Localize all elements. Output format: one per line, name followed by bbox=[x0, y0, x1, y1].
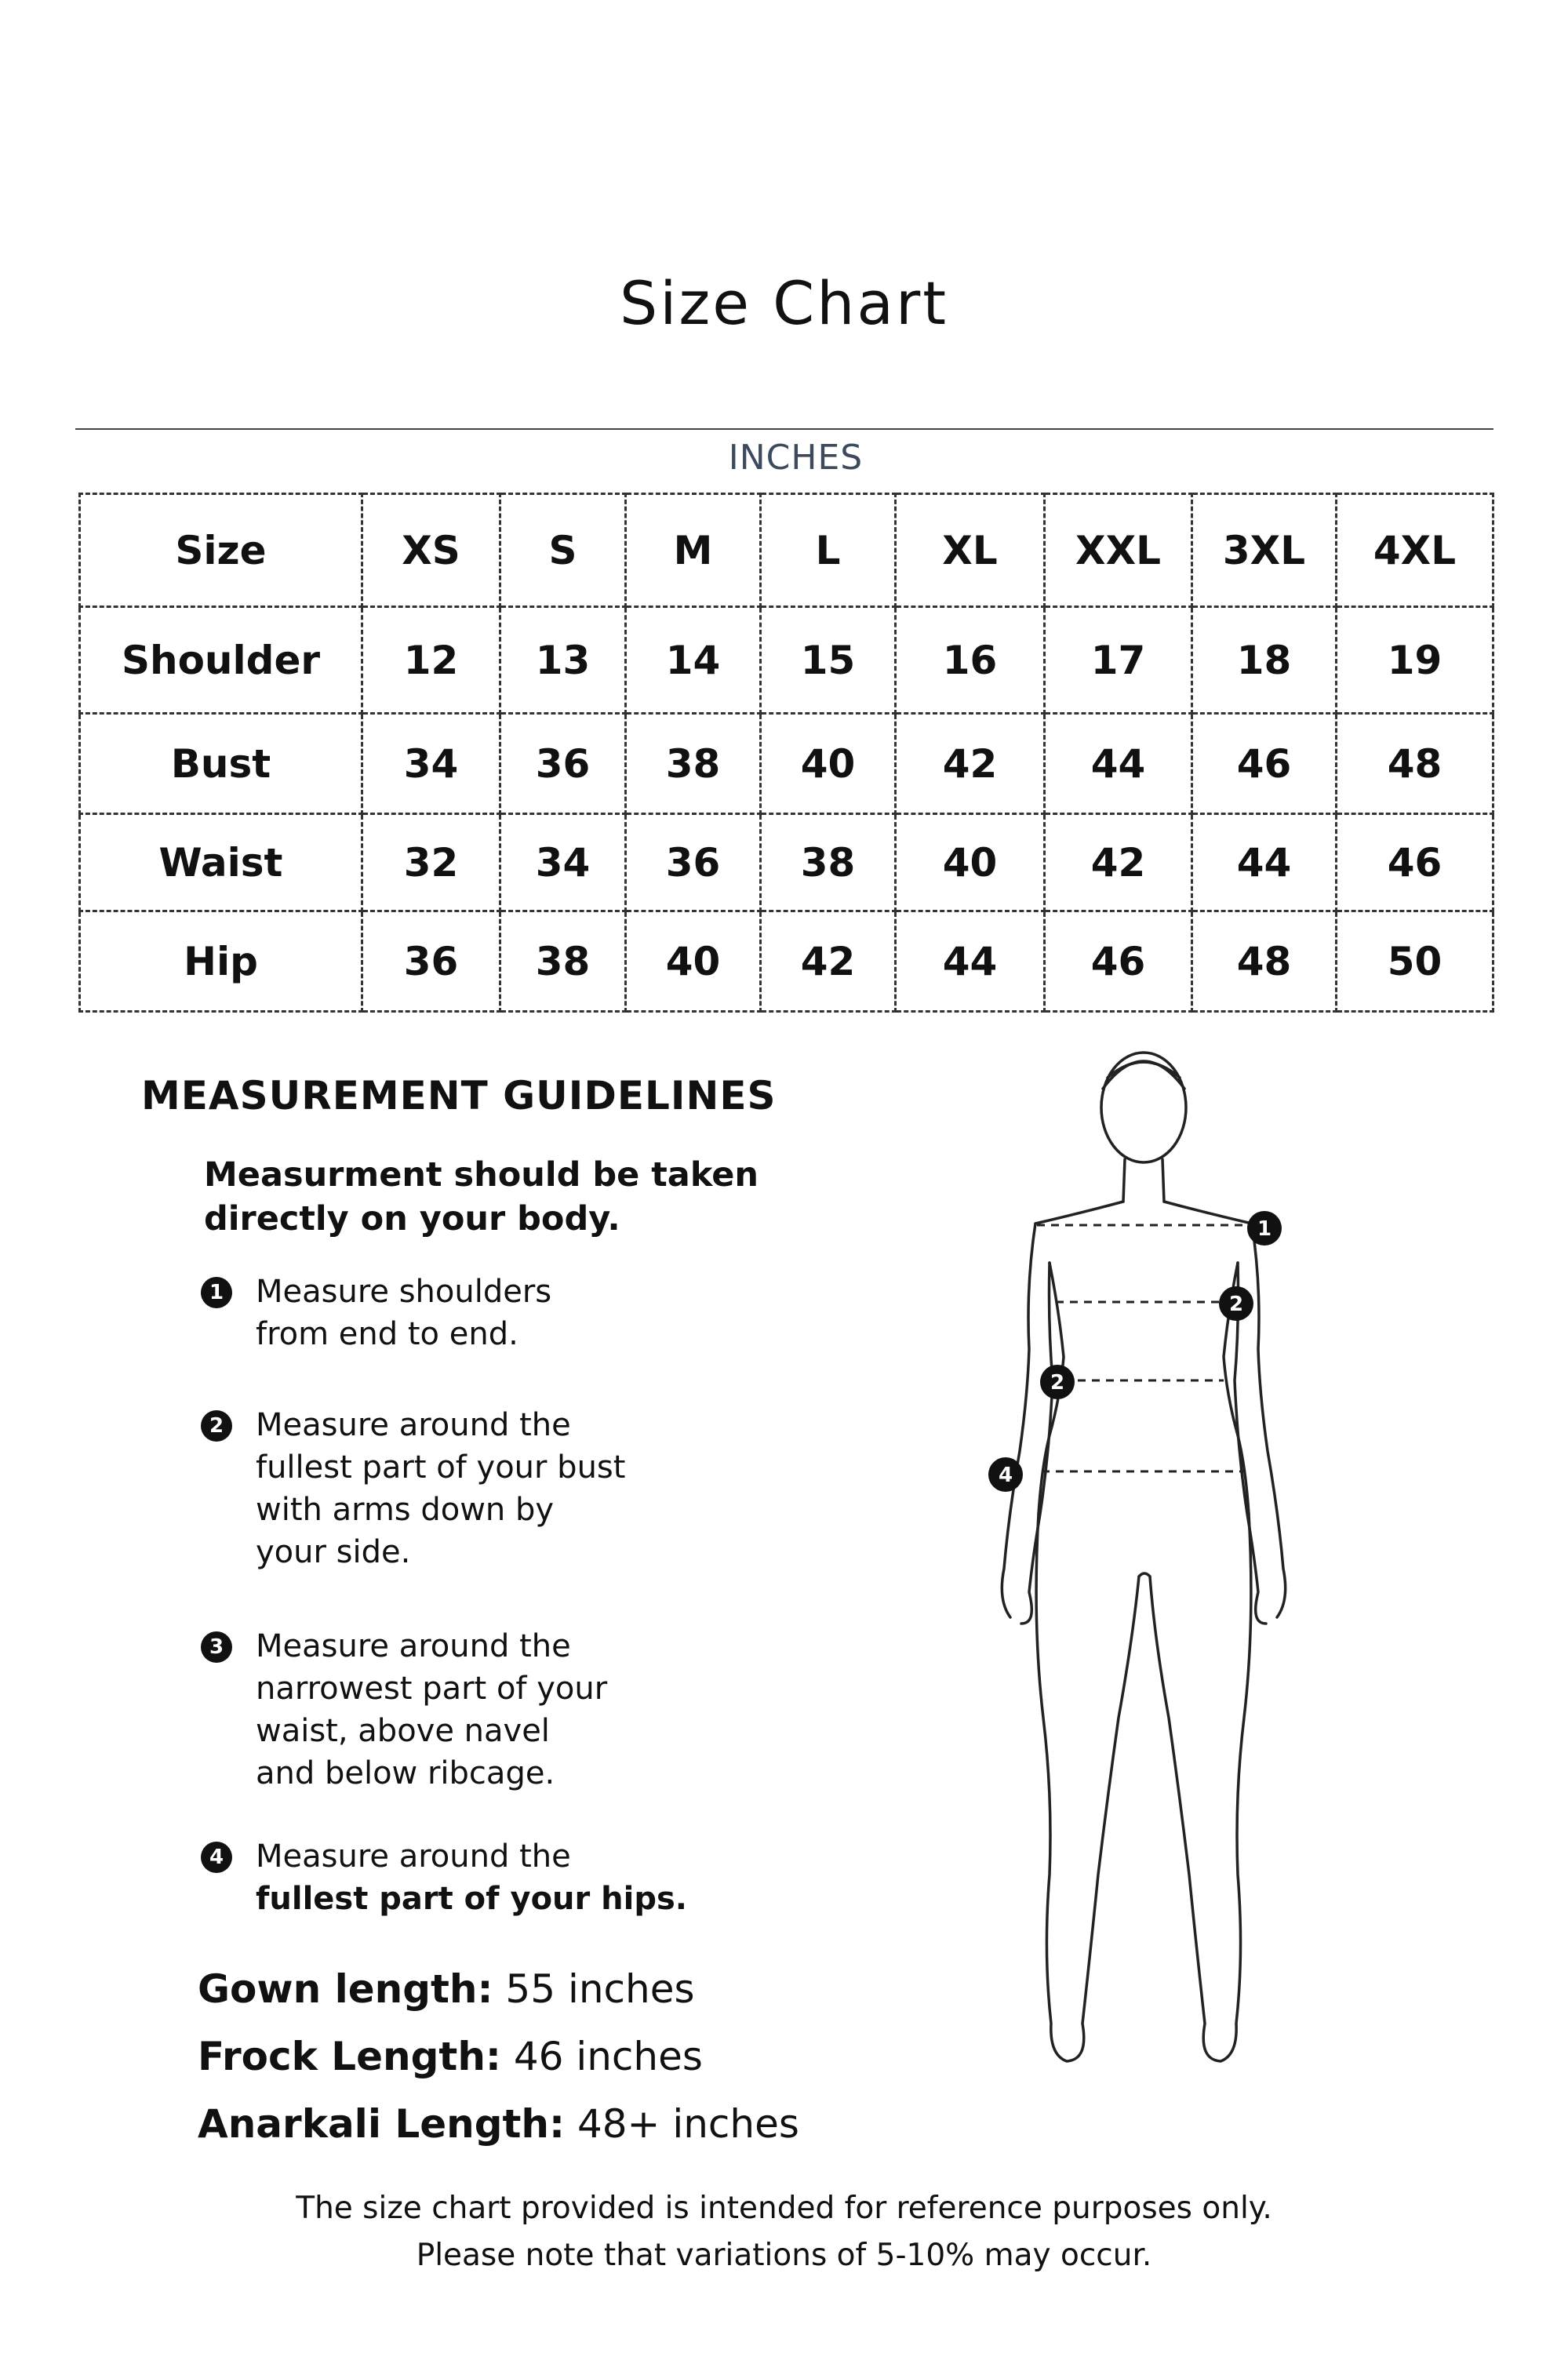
header-cell-size: Size bbox=[80, 494, 362, 607]
table-cell: 44 bbox=[1192, 814, 1337, 911]
table-cell: 18 bbox=[1192, 607, 1337, 714]
table-cell: 13 bbox=[500, 607, 626, 714]
marker-label: 2 bbox=[1050, 1371, 1065, 1395]
row-label: Hip bbox=[80, 911, 362, 1012]
table-cell: 34 bbox=[500, 814, 626, 911]
table-cell: 48 bbox=[1337, 714, 1493, 814]
divider bbox=[75, 428, 1493, 430]
table-cell: 48 bbox=[1192, 911, 1337, 1012]
step-line: waist, above navel bbox=[256, 1713, 550, 1749]
size-table bbox=[78, 493, 1494, 1013]
step-line: fullest part of your hips. bbox=[256, 1881, 687, 1917]
length-label: Frock Length: bbox=[198, 2034, 501, 2079]
step-number-icon: 3 bbox=[201, 1631, 232, 1663]
step-line: fullest part of your bust bbox=[256, 1449, 626, 1486]
header-cell: S bbox=[500, 494, 626, 607]
row-label: Waist bbox=[80, 814, 362, 911]
marker-label: 2 bbox=[1228, 1293, 1244, 1316]
step-line: from end to end. bbox=[256, 1316, 518, 1352]
table-cell: 38 bbox=[626, 714, 761, 814]
body-figure-illustration bbox=[965, 1027, 1294, 2086]
step-number-icon: 1 bbox=[201, 1277, 232, 1308]
step-line: Measure shoulders bbox=[256, 1274, 552, 1310]
step-line: Measure around the bbox=[256, 1838, 571, 1875]
header-cell: 4XL bbox=[1337, 494, 1493, 607]
table-row-shoulder bbox=[80, 607, 1493, 714]
table-cell: 40 bbox=[626, 911, 761, 1012]
marker-1 bbox=[1247, 1211, 1282, 1246]
table-cell: 32 bbox=[362, 814, 500, 911]
table-cell: 44 bbox=[896, 911, 1045, 1012]
disclaimer-line-2: Please note that variations of 5-10% may occur. bbox=[416, 2238, 1152, 2273]
table-row-bust bbox=[80, 714, 1493, 814]
table-cell: 17 bbox=[1045, 607, 1192, 714]
intro-line: directly on your body. bbox=[204, 1199, 620, 1238]
guidelines-intro bbox=[204, 1153, 800, 1241]
table-cell: 38 bbox=[500, 911, 626, 1012]
table-cell: 40 bbox=[761, 714, 896, 814]
table-cell: 38 bbox=[761, 814, 896, 911]
step-line: Measure around the bbox=[256, 1407, 571, 1443]
table-cell: 14 bbox=[626, 607, 761, 714]
header-cell: M bbox=[626, 494, 761, 607]
table-cell: 36 bbox=[500, 714, 626, 814]
table-cell: 19 bbox=[1337, 607, 1493, 714]
header-cell: 3XL bbox=[1192, 494, 1337, 607]
step-number-icon: 4 bbox=[201, 1842, 232, 1873]
step-line: narrowest part of your bbox=[256, 1671, 608, 1707]
length-gown bbox=[198, 1966, 695, 2013]
table-cell: 15 bbox=[761, 607, 896, 714]
marker-2-right bbox=[1219, 1286, 1253, 1321]
table-cell: 44 bbox=[1045, 714, 1192, 814]
marker-label: 4 bbox=[998, 1464, 1013, 1487]
step-line: and below ribcage. bbox=[256, 1755, 555, 1791]
row-label: Bust bbox=[80, 714, 362, 814]
table-cell: 36 bbox=[362, 911, 500, 1012]
length-label: Gown length: bbox=[198, 1966, 493, 2012]
table-cell: 46 bbox=[1045, 911, 1192, 1012]
unit-label: INCHES bbox=[728, 438, 864, 478]
length-anarkali bbox=[198, 2100, 799, 2148]
header-cell: XL bbox=[896, 494, 1045, 607]
head-outline bbox=[1101, 1053, 1186, 1162]
table-cell: 12 bbox=[362, 607, 500, 714]
length-frock bbox=[198, 2033, 703, 2080]
header-cell: XS bbox=[362, 494, 500, 607]
step-number-icon: 2 bbox=[201, 1410, 232, 1442]
step-line: with arms down by bbox=[256, 1492, 555, 1528]
table-header-row bbox=[80, 494, 1493, 607]
table-cell: 46 bbox=[1337, 814, 1493, 911]
table-cell: 46 bbox=[1192, 714, 1337, 814]
marker-label: 1 bbox=[1257, 1217, 1272, 1241]
intro-line: Measurment should be taken bbox=[204, 1155, 759, 1195]
table-cell: 42 bbox=[1045, 814, 1192, 911]
marker-4 bbox=[988, 1457, 1023, 1492]
length-value: 55 inches bbox=[505, 1966, 695, 2012]
marker-2-left bbox=[1040, 1365, 1075, 1399]
length-value: 48+ inches bbox=[577, 2101, 799, 2147]
table-cell: 42 bbox=[761, 911, 896, 1012]
step-line: your side. bbox=[256, 1534, 411, 1570]
page-title: Size Chart bbox=[619, 268, 949, 338]
table-cell: 16 bbox=[896, 607, 1045, 714]
step-line: Measure around the bbox=[256, 1628, 571, 1664]
table-cell: 50 bbox=[1337, 911, 1493, 1012]
header-cell: XXL bbox=[1045, 494, 1192, 607]
table-row-hip bbox=[80, 911, 1493, 1012]
header-cell: L bbox=[761, 494, 896, 607]
table-cell: 36 bbox=[626, 814, 761, 911]
disclaimer-line-1: The size chart provided is intended for reference purposes only. bbox=[296, 2191, 1272, 2226]
table-cell: 40 bbox=[896, 814, 1045, 911]
length-label: Anarkali Length: bbox=[198, 2101, 566, 2147]
table-cell: 42 bbox=[896, 714, 1045, 814]
table-cell: 34 bbox=[362, 714, 500, 814]
table-row-waist bbox=[80, 814, 1493, 911]
length-value: 46 inches bbox=[513, 2034, 703, 2079]
row-label: Shoulder bbox=[80, 607, 362, 714]
guidelines-heading: MEASUREMENT GUIDELINES bbox=[141, 1073, 777, 1118]
